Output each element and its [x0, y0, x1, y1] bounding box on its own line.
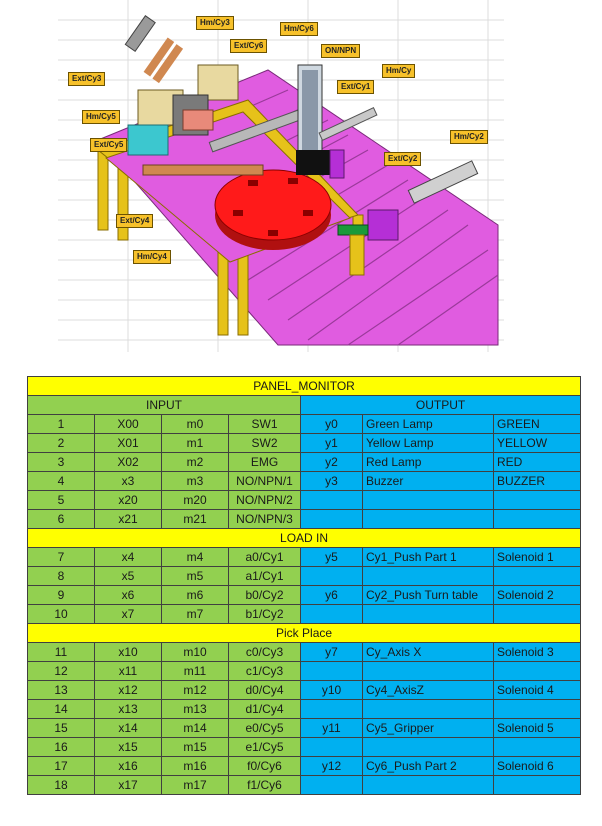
- input-address: x3: [95, 472, 162, 491]
- section-pick-place: [28, 624, 581, 643]
- output-address: [301, 738, 363, 757]
- input-address: x6: [95, 586, 162, 605]
- callout-ext-cy2: Ext/Cy2: [384, 152, 421, 166]
- output-device: Solenoid 2: [494, 586, 581, 605]
- input-signal: c1/Cy3: [229, 662, 301, 681]
- table-row: [28, 586, 581, 605]
- output-device: RED: [494, 453, 581, 472]
- row-number: 3: [28, 453, 95, 472]
- input-signal: e0/Cy5: [229, 719, 301, 738]
- table-title-label: PANEL_MONITOR: [28, 377, 581, 396]
- output-device: Solenoid 1: [494, 548, 581, 567]
- output-device: [494, 567, 581, 586]
- input-address: X00: [95, 415, 162, 434]
- input-signal: EMG: [229, 453, 301, 472]
- row-number: 13: [28, 681, 95, 700]
- callout-on-npn: ON/NPN: [321, 44, 360, 58]
- output-address: y2: [301, 453, 363, 472]
- row-number: 16: [28, 738, 95, 757]
- output-device: Solenoid 4: [494, 681, 581, 700]
- memory-address: m6: [162, 586, 229, 605]
- memory-address: m15: [162, 738, 229, 757]
- callout-hm-cy: Hm/Cy: [382, 64, 415, 78]
- output-address: y12: [301, 757, 363, 776]
- table-row: [28, 548, 581, 567]
- memory-address: m5: [162, 567, 229, 586]
- row-number: 4: [28, 472, 95, 491]
- output-address: y3: [301, 472, 363, 491]
- turntable: [215, 170, 331, 240]
- table-row: [28, 453, 581, 472]
- input-signal: f1/Cy6: [229, 776, 301, 795]
- table-row: [28, 662, 581, 681]
- row-number: 5: [28, 491, 95, 510]
- memory-address: m17: [162, 776, 229, 795]
- output-address: [301, 567, 363, 586]
- row-number: 8: [28, 567, 95, 586]
- panel-monitor-table: [27, 376, 581, 795]
- output-description: [363, 662, 494, 681]
- input-signal: d1/Cy4: [229, 700, 301, 719]
- callout-hm-cy4: Hm/Cy4: [133, 250, 171, 264]
- table-row: [28, 434, 581, 453]
- callout-hm-cy5: Hm/Cy5: [82, 110, 120, 124]
- table-row: [28, 757, 581, 776]
- input-signal: e1/Cy5: [229, 738, 301, 757]
- row-number: 10: [28, 605, 95, 624]
- row-number: 7: [28, 548, 95, 567]
- output-description: Buzzer: [363, 472, 494, 491]
- output-address: [301, 510, 363, 529]
- memory-address: m4: [162, 548, 229, 567]
- callout-ext-cy5: Ext/Cy5: [90, 138, 127, 152]
- section-load-in-label: LOAD IN: [28, 529, 581, 548]
- input-signal: SW1: [229, 415, 301, 434]
- output-device: [494, 510, 581, 529]
- row-number: 6: [28, 510, 95, 529]
- memory-address: m10: [162, 643, 229, 662]
- input-signal: a1/Cy1: [229, 567, 301, 586]
- output-device: Solenoid 5: [494, 719, 581, 738]
- memory-address: m14: [162, 719, 229, 738]
- output-description: Cy1_Push Part 1: [363, 548, 494, 567]
- machine-drawing: [58, 0, 504, 352]
- input-address: X01: [95, 434, 162, 453]
- input-signal: SW2: [229, 434, 301, 453]
- row-number: 1: [28, 415, 95, 434]
- memory-address: m21: [162, 510, 229, 529]
- output-device: YELLOW: [494, 434, 581, 453]
- output-address: [301, 776, 363, 795]
- input-address: x20: [95, 491, 162, 510]
- callout-ext-cy6: Ext/Cy6: [230, 39, 267, 53]
- section-pick-place-label: Pick Place: [28, 624, 581, 643]
- table-row: [28, 605, 581, 624]
- memory-address: m13: [162, 700, 229, 719]
- output-description: [363, 567, 494, 586]
- output-address: [301, 662, 363, 681]
- table-row: [28, 415, 581, 434]
- table-row: [28, 719, 581, 738]
- output-address: [301, 491, 363, 510]
- output-device: Solenoid 3: [494, 643, 581, 662]
- output-description: [363, 776, 494, 795]
- input-address: x16: [95, 757, 162, 776]
- table-row: [28, 567, 581, 586]
- row-number: 12: [28, 662, 95, 681]
- callout-ext-cy3: Ext/Cy3: [68, 72, 105, 86]
- table-row: [28, 738, 581, 757]
- row-number: 15: [28, 719, 95, 738]
- output-description: [363, 738, 494, 757]
- input-address: x21: [95, 510, 162, 529]
- input-signal: NO/NPN/1: [229, 472, 301, 491]
- output-device: BUZZER: [494, 472, 581, 491]
- input-address: X02: [95, 453, 162, 472]
- input-signal: c0/Cy3: [229, 643, 301, 662]
- output-header: OUTPUT: [301, 396, 581, 415]
- memory-address: m20: [162, 491, 229, 510]
- output-device: [494, 700, 581, 719]
- output-address: y0: [301, 415, 363, 434]
- table-row: [28, 681, 581, 700]
- output-description: Cy5_Gripper: [363, 719, 494, 738]
- output-address: y10: [301, 681, 363, 700]
- section-load-in: [28, 529, 581, 548]
- input-signal: a0/Cy1: [229, 548, 301, 567]
- callout-hm-cy3: Hm/Cy3: [196, 16, 234, 30]
- memory-address: m2: [162, 453, 229, 472]
- row-number: 2: [28, 434, 95, 453]
- memory-address: m11: [162, 662, 229, 681]
- output-description: [363, 605, 494, 624]
- input-address: x17: [95, 776, 162, 795]
- row-number: 9: [28, 586, 95, 605]
- row-number: 17: [28, 757, 95, 776]
- table-row: [28, 472, 581, 491]
- row-number: 11: [28, 643, 95, 662]
- table-row: [28, 776, 581, 795]
- output-description: Cy_Axis X: [363, 643, 494, 662]
- callout-ext-cy1: Ext/Cy1: [337, 80, 374, 94]
- output-device: [494, 605, 581, 624]
- output-device: [494, 662, 581, 681]
- input-address: x14: [95, 719, 162, 738]
- input-address: x7: [95, 605, 162, 624]
- table-row: [28, 510, 581, 529]
- input-signal: b1/Cy2: [229, 605, 301, 624]
- output-device: [494, 738, 581, 757]
- output-address: y7: [301, 643, 363, 662]
- output-device: Solenoid 6: [494, 757, 581, 776]
- table-row: [28, 491, 581, 510]
- row-number: 18: [28, 776, 95, 795]
- callout-hm-cy2: Hm/Cy2: [450, 130, 488, 144]
- output-address: y1: [301, 434, 363, 453]
- output-address: y6: [301, 586, 363, 605]
- input-address: x5: [95, 567, 162, 586]
- input-signal: b0/Cy2: [229, 586, 301, 605]
- memory-address: m3: [162, 472, 229, 491]
- output-address: [301, 700, 363, 719]
- output-description: Green Lamp: [363, 415, 494, 434]
- output-description: [363, 700, 494, 719]
- input-address: x13: [95, 700, 162, 719]
- callout-hm-cy6: Hm/Cy6: [280, 22, 318, 36]
- output-description: Yellow Lamp: [363, 434, 494, 453]
- memory-address: m16: [162, 757, 229, 776]
- row-number: 14: [28, 700, 95, 719]
- input-header: INPUT: [28, 396, 301, 415]
- memory-address: m1: [162, 434, 229, 453]
- memory-address: m7: [162, 605, 229, 624]
- callout-ext-cy4: Ext/Cy4: [116, 214, 153, 228]
- input-address: x4: [95, 548, 162, 567]
- input-address: x12: [95, 681, 162, 700]
- memory-address: m0: [162, 415, 229, 434]
- machine-illustration: [58, 0, 504, 352]
- input-signal: d0/Cy4: [229, 681, 301, 700]
- output-description: Cy4_AxisZ: [363, 681, 494, 700]
- output-device: GREEN: [494, 415, 581, 434]
- output-address: [301, 605, 363, 624]
- output-device: [494, 491, 581, 510]
- output-address: y11: [301, 719, 363, 738]
- input-signal: NO/NPN/2: [229, 491, 301, 510]
- input-address: x10: [95, 643, 162, 662]
- output-description: Cy2_Push Turn table: [363, 586, 494, 605]
- output-description: Cy6_Push Part 2: [363, 757, 494, 776]
- output-description: [363, 491, 494, 510]
- table-row: [28, 700, 581, 719]
- output-device: [494, 776, 581, 795]
- input-signal: NO/NPN/3: [229, 510, 301, 529]
- io-header-row: [28, 396, 581, 415]
- input-address: x15: [95, 738, 162, 757]
- memory-address: m12: [162, 681, 229, 700]
- output-address: y5: [301, 548, 363, 567]
- output-description: [363, 510, 494, 529]
- table-row: [28, 643, 581, 662]
- table-title: [28, 377, 581, 396]
- input-signal: f0/Cy6: [229, 757, 301, 776]
- output-description: Red Lamp: [363, 453, 494, 472]
- input-address: x11: [95, 662, 162, 681]
